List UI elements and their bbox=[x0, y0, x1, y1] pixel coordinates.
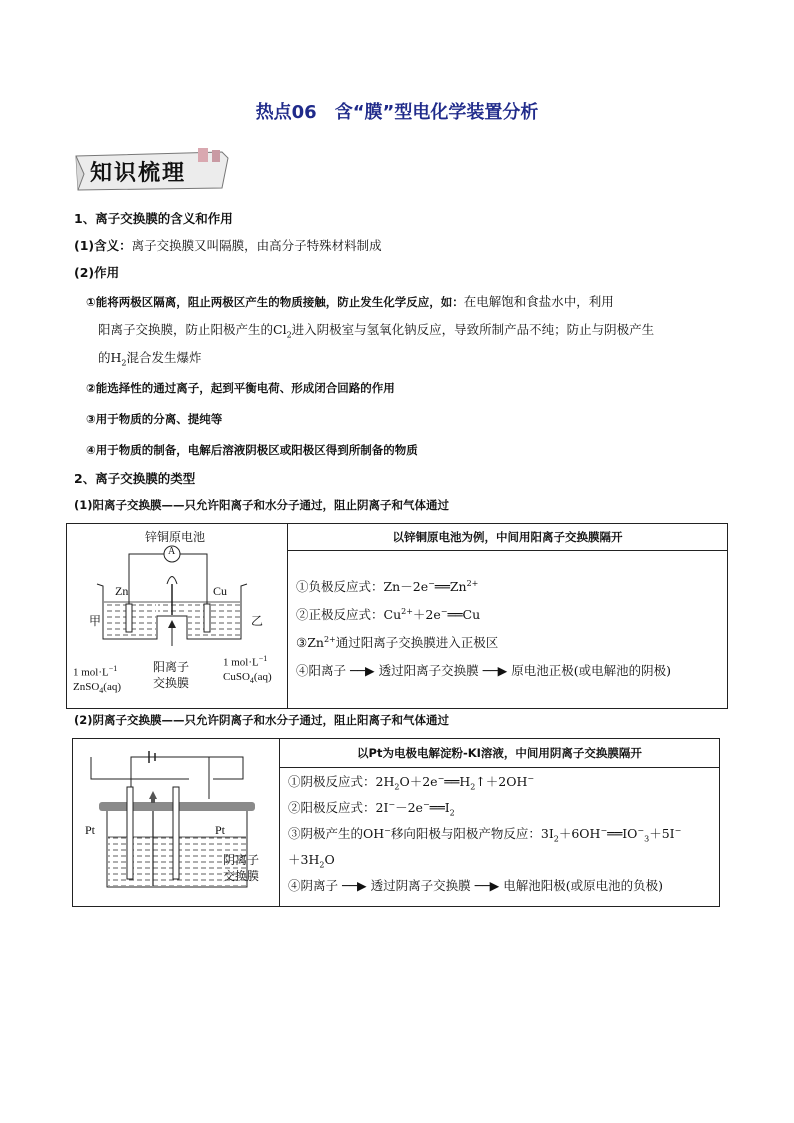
t1-r1: ①负极反应式：Zn－2e bbox=[296, 579, 429, 594]
left-cell-label: 甲 bbox=[89, 614, 102, 628]
arrow-icon: ──▶ bbox=[478, 663, 512, 678]
left-solution-3: (aq) bbox=[103, 681, 121, 693]
section2-heading: 2、离子交换膜的类型 bbox=[74, 471, 196, 486]
t2-row3: ③阴极产生的OH−移向阳极与阳极产物反应：$3I_2+6OH^-══IO^-_3+5I^-$ bbox=[288, 825, 682, 844]
role-item-1-line3: 的$H_2$混合发生爆炸 bbox=[98, 350, 202, 368]
role-item-1-line2b: 进入阴极室与氢氧化钠反应，导致所制产品不纯；防止与阴极产生 bbox=[291, 322, 655, 337]
t1-r4c: 原电池正极(或电解池的阴极) bbox=[511, 663, 672, 678]
membrane-label-1: 阳离子 bbox=[153, 660, 190, 674]
table1-header: 以锌铜原电池为例，中间用阳离子交换膜隔开 bbox=[288, 524, 728, 551]
right-solution-1: 1 mol·L bbox=[223, 656, 259, 669]
t1-r3b: 通过阳离子交换膜进入正极区 bbox=[335, 635, 499, 650]
arrow-icon: ──▶ bbox=[470, 878, 504, 893]
t2-r3d: ══IO bbox=[607, 826, 638, 841]
role-item-4: ④用于物质的制备，电解后溶液阴极区或阳极区得到所制备的物质 bbox=[86, 443, 418, 457]
anion-membrane-label-2: 交换膜 bbox=[223, 869, 260, 883]
cation-membrane-table bbox=[66, 523, 728, 709]
cu-electrode-label: Cu bbox=[213, 584, 228, 598]
diagram-title: 锌铜原电池 bbox=[145, 530, 206, 544]
t2-r1d: ↑＋2OH bbox=[475, 774, 528, 789]
definition-line bbox=[74, 237, 382, 255]
role-item-2: ②能选择性的通过离子，起到平衡电荷、形成闭合回路的作用 bbox=[86, 381, 395, 395]
role-item-1-tail: 在电解饱和食盐水中，利用 bbox=[463, 294, 614, 309]
left-solution-2: ZnSO bbox=[73, 681, 100, 693]
left-solution-line2: ZnSO$_4$(aq) bbox=[73, 681, 121, 696]
t1-row2: ②正极反应式：$Cu^{2+}+2e^-══Cu$ bbox=[296, 606, 481, 622]
t2-r1b: O＋2e bbox=[399, 774, 438, 789]
t1-r1b: ══Zn bbox=[434, 579, 467, 594]
zn-electrode-label: Zn bbox=[115, 584, 129, 598]
t2-r4a: ④阴离子 bbox=[288, 878, 339, 893]
left-pt-label: Pt bbox=[85, 823, 96, 837]
right-cell-label: 乙 bbox=[251, 614, 264, 628]
membrane-label-2: 交换膜 bbox=[153, 676, 190, 690]
page-title: 热点06 含“膜”型电化学装置分析 bbox=[255, 102, 539, 123]
t2-row4 bbox=[288, 876, 663, 894]
t2-r3g: O bbox=[324, 852, 335, 867]
role-item-1 bbox=[86, 293, 614, 311]
anion-membrane-heading: (2)阴离子交换膜——只允许阴离子和水分子通过，阻止阳离子和气体通过 bbox=[74, 713, 450, 727]
table2-header: 以Pt为电极电解淀粉-KI溶液，中间用阴离子交换膜隔开 bbox=[280, 739, 720, 768]
right-solution-2: CuSO bbox=[223, 671, 250, 683]
right-solution-3: (aq) bbox=[253, 671, 272, 683]
t2-row3-cont: $+3H_2O$ bbox=[288, 852, 335, 870]
t1-r3a: ③Zn bbox=[296, 635, 324, 650]
right-solution-line1: 1 $mol\cdot L^{-1}$ bbox=[223, 654, 268, 669]
left-solution-1: 1 mol·L bbox=[73, 666, 109, 679]
right-pt-label: Pt bbox=[215, 823, 226, 837]
definition-label: (1)含义： bbox=[74, 238, 132, 253]
anion-membrane-table bbox=[72, 738, 720, 907]
t2-r2a: ②阳极反应式：2I bbox=[288, 800, 389, 815]
t2-r3f: ＋3H bbox=[288, 852, 320, 867]
t2-r1c: ══H bbox=[444, 774, 471, 789]
t1-row3: $③Zn^{2+}$通过阳离子交换膜进入正极区 bbox=[296, 634, 499, 650]
t2-row1: ①阴极反应式：$2H_2O+2e^-══H_2↑+2OH^-$ bbox=[288, 773, 535, 792]
t2-r2b: －2e bbox=[395, 800, 423, 815]
role-item-3: ③用于物质的分离、提纯等 bbox=[86, 412, 223, 426]
table2-reactions bbox=[280, 768, 720, 907]
t2-r3e: ＋5I bbox=[649, 826, 675, 841]
t1-row4 bbox=[296, 661, 671, 679]
t1-r4a: ④阳离子 bbox=[296, 663, 347, 678]
definition-text: 离子交换膜又叫隔膜，由高分子特殊材料制成 bbox=[131, 238, 382, 253]
t2-r1a: ①阴极反应式：2H bbox=[288, 774, 395, 789]
banner-label: 知识梳理 bbox=[90, 161, 187, 186]
electrolysis-cell-diagram bbox=[73, 739, 280, 907]
zinc-copper-cell-diagram bbox=[67, 524, 288, 709]
role-label: (2)作用 bbox=[74, 265, 120, 280]
arrow-icon: ──▶ bbox=[346, 663, 379, 678]
ammeter-label: A bbox=[168, 546, 176, 557]
t2-r3c: ＋6OH bbox=[558, 826, 601, 841]
section1-heading: 1、离子交换膜的含义和作用 bbox=[74, 211, 233, 226]
t2-row2: ②阳极反应式：$2I^--2e^-══I_2$ bbox=[288, 799, 455, 818]
role-item-1-line3a: 的H bbox=[98, 350, 122, 365]
anion-membrane-label-1: 阴离子 bbox=[223, 853, 260, 867]
arrow-icon: ──▶ bbox=[338, 878, 371, 893]
role-item-1-bold: ①能将两极区隔离，阻止两极区产生的物质接触，防止发生化学反应，如： bbox=[86, 295, 464, 309]
t2-r3a: ③阴极产生的OH bbox=[288, 826, 385, 841]
t2-r3b: 移向阳极与阳极产物反应：3I bbox=[390, 826, 554, 841]
t2-r4b: 透过阴离子交换膜 bbox=[370, 878, 471, 893]
t1-r4b: 透过阳离子交换膜 bbox=[378, 663, 479, 678]
right-solution-line2: CuSO$_4$(aq) bbox=[223, 671, 272, 686]
t1-r2b: ＋2e bbox=[412, 607, 441, 622]
t2-r2c: ══I bbox=[429, 800, 450, 815]
table1-reactions bbox=[288, 551, 728, 709]
t1-row1: ①负极反应式：$Zn-2e^-══Zn^{2+}$ bbox=[296, 578, 479, 594]
t2-r4c: 电解池阳极(或原电池的负极) bbox=[503, 878, 664, 893]
section-banner bbox=[72, 148, 232, 192]
t1-r2: ②正极反应式：Cu bbox=[296, 607, 402, 622]
t1-r2c: ══Cu bbox=[447, 607, 481, 622]
role-item-1-line2a: 阳离子交换膜，防止阳极产生的Cl bbox=[98, 322, 287, 337]
role-item-1-line3b: 混合发生爆炸 bbox=[126, 350, 202, 365]
left-solution-line1: 1 $mol\cdot L^{-1}$ bbox=[73, 664, 118, 679]
role-item-1-line2: 阳离子交换膜，防止阳极产生的$Cl_2$进入阴极室与氢氧化钠反应，导致所制产品不纯；防止与阴极产生 bbox=[98, 322, 655, 340]
cation-membrane-heading: (1)阳离子交换膜——只允许阳离子和水分子通过，阻止阴离子和气体通过 bbox=[74, 498, 450, 512]
